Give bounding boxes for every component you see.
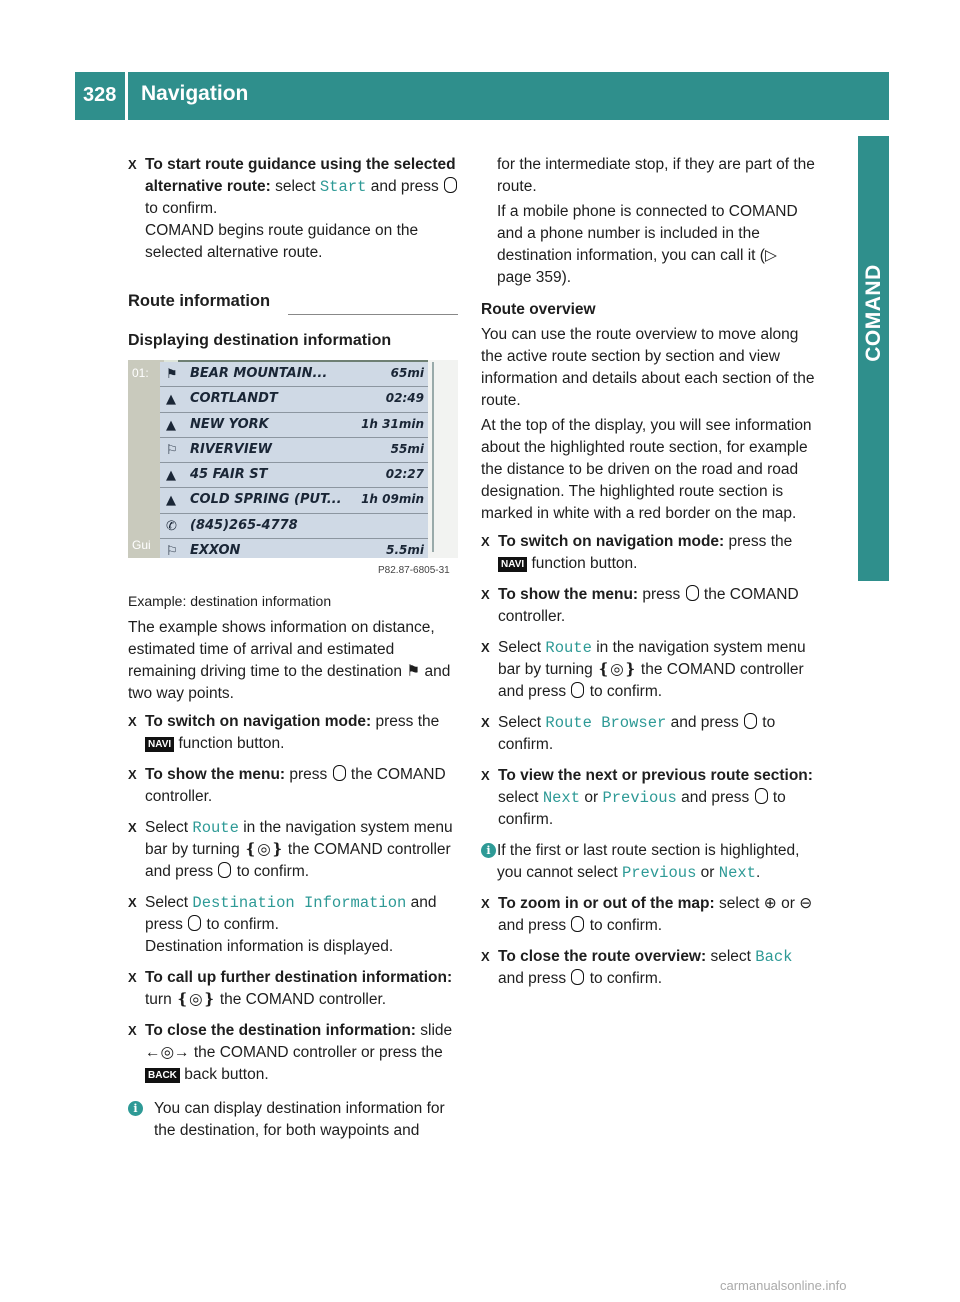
street-icon: ▲ (166, 468, 176, 484)
step-marker-icon: X (481, 768, 490, 783)
list-item: ▲ 45 FAIR ST 02:27 (160, 463, 430, 488)
destination-info-screen: 01: ⚑ BEAR MOUNTAIN... 65mi ▲ CORTLANDT 02:49 ▲ NEW YORK 1h 31min ⚐ RIVERVIEW 55mi ▲ 45 FAIR ST 02:27 ▲ COLD SPRING (PUT... 1h 09min ✆ (845)265-4778 ⚐ EXXON 5.5mi Gui (128, 360, 458, 558)
list-item: ⚐ EXXON 5.5mi (160, 539, 430, 558)
step-close-overview: X To close the route overview: select Back and press to confirm. (481, 948, 793, 987)
left-column (128, 154, 460, 264)
info-note: i You can display destination information for the destination, for both waypoints and (128, 1098, 460, 1142)
step-marker-icon: X (128, 970, 137, 985)
header-divider (125, 72, 128, 120)
info-icon: i (128, 1101, 143, 1116)
screen-scrollbar (428, 360, 458, 558)
page-title: Navigation (141, 82, 249, 105)
zoom-in-icon: ⊕ (763, 895, 777, 912)
navi-key-icon: NAVI (145, 737, 174, 752)
heading-displaying-destination: Displaying destination information (128, 332, 392, 349)
step-marker-icon: X (128, 895, 137, 910)
step-navi-mode: X To switch on navigation mode: press the NAVI function button. (128, 713, 440, 752)
controller-press-icon (571, 969, 584, 985)
step-marker-icon: X (481, 896, 490, 911)
list-item: ⚑ BEAR MOUNTAIN... 65mi (160, 362, 430, 387)
info-icon: i (481, 843, 496, 858)
list-item: ⚐ RIVERVIEW 55mi (160, 438, 430, 463)
controller-press-icon (333, 765, 346, 781)
info-note-2: i If the first or last route section is highlighted, you cannot select Previous or Next. (481, 840, 815, 884)
list-item: ✆ (845)265-4778 (160, 514, 430, 539)
step-marker-icon: X (481, 534, 490, 549)
right-column: for the intermediate stop, if they are part of the route. If a mobile phone is connected to COMAND and a phone number is included in the destination information, you can call it (▷ page 359). Route overview You can use the route overview to move along the active route section by section and view information and details about each section of the route. At the top of the display, you will see information about the highlighted route section, for example the distance to be driven on the road and road designation. The highlighted route section is marked in white with a red border on the map. X To switch on navigation mode: press the NAVI function button. X To show the menu: press the COMAND controller. X Select Route in the navigation system menu bar by turning ❴◎❵ the COMAND controller and press to confirm. X Select Route Browser and press to confirm. X To view the next or previous route section: select Next or Previous and press to confirm. i If the first or last route section is highlighted, you cannot select Previous or Next. X To zoom in or out of the map: select ⊕ or ⊖ and press to confirm. X To close the route overview: select Back and press to confirm. (481, 154, 815, 990)
step-route-browser: X Select Route Browser and press to confirm. (481, 714, 776, 753)
heading-route-overview: Route overview (481, 301, 596, 318)
step-start-guidance: X To start route guidance using the selected alternative route: select Start and press to confirm. COMAND begins route guidance on the selected alternative route. (128, 156, 456, 261)
zoom-out-icon: ⊖ (799, 895, 813, 912)
step-marker-icon: X (128, 157, 137, 172)
step-select-destination-info: X Select Destination Information and press to confirm. Destination information is displayed. (128, 894, 437, 955)
figure-caption: Example: destination information (128, 593, 332, 609)
controller-turn-icon: ❴◎❵ (176, 991, 216, 1008)
list-item: ▲ NEW YORK 1h 31min (160, 413, 430, 438)
controller-press-icon (755, 788, 768, 804)
step-show-menu-2: X To show the menu: press the COMAND controller. (481, 586, 799, 625)
city-icon: ▲ (166, 493, 176, 509)
step-select-route: X Select Route in the navigation system menu bar by turning ❴◎❵ the COMAND controller and press to confirm. (128, 819, 453, 880)
step-next-previous: X To view the next or previous route section: select Next or Previous and press to confirm. (481, 767, 813, 828)
back-key-icon: BACK (145, 1068, 180, 1083)
footer-watermark: carmanualsonline.info (720, 1278, 847, 1293)
controller-press-icon (444, 177, 457, 193)
step-navi-mode-2: X To switch on navigation mode: press the NAVI function button. (481, 533, 793, 572)
city-icon: ▲ (166, 392, 176, 408)
step-further-info: X To call up further destination information: turn ❴◎❵ the COMAND controller. (128, 969, 453, 1008)
flag-icon: ⚑ (166, 367, 178, 382)
list-item: ▲ COLD SPRING (PUT... 1h 09min (160, 488, 430, 513)
step-marker-icon: X (128, 1023, 137, 1038)
controller-slide-icon: ←◎→ (145, 1044, 190, 1061)
left-column-lower: Example: destination information The example shows information on distance, estimated time of arrival and estimated remaining driving time to the destination ⚑ and two way points. X To switch on navigation mode: press the NAVI function button. X To show the menu: press the COMAND controller. X Select Route in the navigation system menu bar by turning ❴◎❵ the COMAND controller and press to confirm. X Select Destination Information and press to confirm. Destination information is displayed. X To call up further destination information: turn ❴◎❵ the COMAND controller. X To close the destination information: slide ←◎→ the COMAND controller or press the BACK back button. i You can display destination information for the destination, for both waypoints and (128, 590, 460, 1142)
navi-key-icon: NAVI (498, 557, 527, 572)
step-marker-icon: X (128, 714, 137, 729)
step-close-info: X To close the destination information: slide ←◎→ the COMAND controller or press the BACK back button. (128, 1022, 453, 1083)
flag-icon: ⚐ (166, 544, 178, 558)
side-tab-label: COMAND (861, 263, 885, 362)
step-marker-icon: X (481, 640, 490, 655)
list-item: ▲ CORTLANDT 02:49 (160, 387, 430, 412)
page-ref-icon: ▷ (764, 247, 777, 264)
heading-route-information: Route information (128, 292, 271, 310)
step-marker-icon: X (481, 949, 490, 964)
step-show-menu: X To show the menu: press the COMAND controller. (128, 766, 446, 805)
heading-rule (288, 314, 458, 315)
controller-turn-icon: ❴◎❵ (244, 841, 284, 858)
page-header (75, 72, 889, 120)
controller-turn-icon: ❴◎❵ (597, 661, 637, 678)
step-select-route-2: X Select Route in the navigation system menu bar by turning ❴◎❵ the COMAND controller and press to confirm. (481, 639, 806, 700)
controller-press-icon (571, 916, 584, 932)
step-marker-icon: X (128, 767, 137, 782)
destination-flag-icon: ⚑ (406, 663, 421, 680)
controller-press-icon (744, 713, 757, 729)
controller-press-icon (188, 915, 201, 931)
controller-press-icon (686, 585, 699, 601)
phone-icon: ✆ (166, 518, 177, 534)
flag-icon: ⚐ (166, 442, 178, 458)
page-number: 328 (83, 84, 117, 106)
step-marker-icon: X (128, 820, 137, 835)
step-marker-icon: X (481, 587, 490, 602)
image-code: P82.87-6805-31 (378, 565, 450, 576)
step-zoom: X To zoom in or out of the map: select ⊕ or ⊖ and press to confirm. (481, 895, 813, 934)
city-icon: ▲ (166, 417, 176, 433)
controller-press-icon (571, 682, 584, 698)
destination-list (160, 362, 430, 558)
step-marker-icon: X (481, 715, 490, 730)
controller-press-icon (218, 862, 231, 878)
